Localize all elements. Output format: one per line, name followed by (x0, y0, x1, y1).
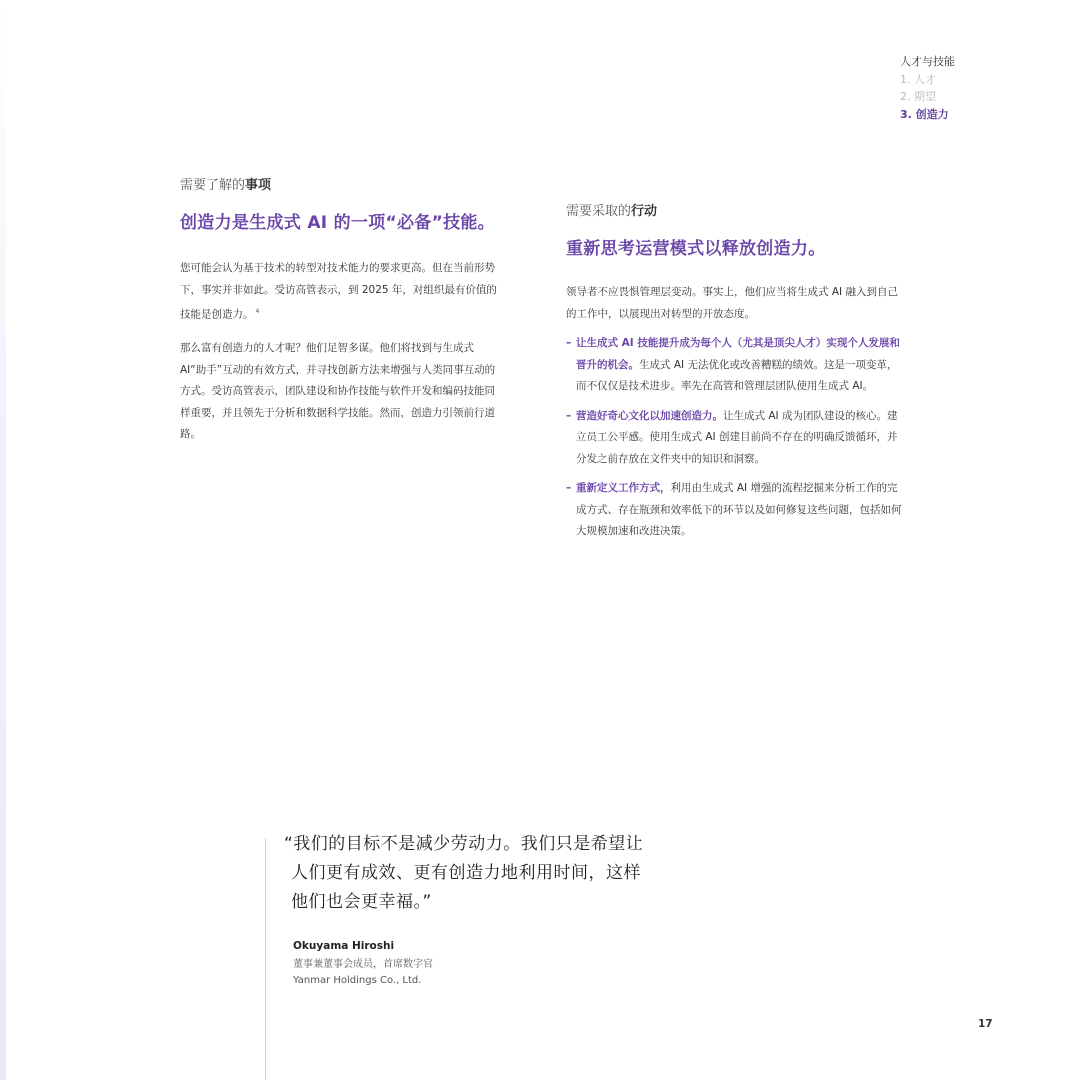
section-heading: 创造力是生成式 AI 的一项“必备”技能。 (180, 213, 495, 233)
action-item (566, 406, 906, 471)
toc-title[interactable]: 人才与技能 (900, 55, 955, 68)
paragraph: 那么富有创造力的人才呢？他们足智多谋。他们将找到与生成式 AI“助手”互动的有效方式，并寻找创新方法来增强与人类同事互动的方式。受访高管表示，团队建设和协作技能与软件开发和编码技能同样重要，并且领先于分析和数据科学技能。然而，创造力引领前行道路。 (180, 342, 496, 440)
what-to-know-section (180, 176, 500, 446)
dash-marker: – (566, 482, 572, 494)
toc-item-creativity[interactable]: 3. 创造力 (900, 107, 949, 121)
page-number: 17 (978, 1018, 993, 1030)
paragraph (180, 258, 500, 326)
paragraph-text: 您可能会认为基于技术的转型对技术能力的要求更高。但在当前形势下，事实并非如此。受访高管表示，到 2025 年，对组织最有价值的技能是创造力。 (180, 262, 497, 321)
toc-item-talent[interactable]: 1. 人才 (900, 72, 936, 86)
intro-paragraph: 领导者不应畏惧管理层变动。事实上，他们应当将生成式 AI 融入到自己的工作中，以展现出对转型的开放态度。 (566, 286, 898, 320)
quote-author: Okuyama Hiroshi (293, 940, 395, 952)
quote-author-company: Yanmar Holdings Co., Ltd. (293, 975, 422, 986)
section-label-prefix: 需要采取的 (566, 204, 632, 219)
section-label (180, 176, 500, 196)
section-heading: 重新思考运营模式以释放创造力。 (566, 239, 826, 259)
section-navigation (900, 53, 1050, 123)
action-item-text: 利用由生成式 AI 增强的流程挖掘来分析工作的完成方式、存在瓶颈和效率低下的环节以及如何修复这些问题，包括如何大规模加速和改进决策。 (576, 482, 902, 537)
action-item-lead: 营造好奇心文化以加速创造力。 (576, 409, 723, 422)
action-item (566, 333, 906, 398)
action-list (566, 333, 906, 543)
action-item-lead: 让生成式 AI 技能提升成为每个人（尤其是顶尖人才）实现个人发展和晋升的机会。 (576, 337, 900, 371)
quote-line: 人们更有成效、更有创造力地利用时间，这样 (291, 863, 641, 883)
section-label (566, 202, 906, 222)
section-label-bold: 行动 (631, 204, 658, 219)
pull-quote (284, 830, 664, 989)
action-item-text: 生成式 AI 无法优化或改善糟糕的绩效。这是一项变革，而不仅仅是技术进步。率先在高管和管理层团队使用生成式 AI。 (576, 358, 898, 392)
action-item-lead: 重新定义工作方式， (576, 482, 671, 494)
section-label-bold: 事项 (245, 178, 272, 193)
quote-author-role: 董事兼董事会成员，首席数字官 (293, 959, 433, 970)
dash-marker: – (566, 337, 572, 349)
section-label-prefix: 需要了解的 (180, 178, 246, 193)
quote-line: “我们的目标不是减少劳动力。我们只是希望让 (284, 834, 644, 854)
quote-divider-line (265, 838, 266, 1080)
dash-marker: – (566, 409, 572, 422)
what-to-do-section (566, 202, 906, 543)
footnote-marker[interactable]: 4 (255, 308, 260, 315)
toc-item-expectations[interactable]: 2. 期望 (900, 90, 936, 103)
page-edge-shadow (0, 0, 6, 1080)
action-item (566, 478, 906, 543)
action-item-text: 让生成式 AI 成为团队建设的核心。建立员工公平感。使用生成式 AI 创建目前尚不存在的明确反馈循环，并分发之前存放在文件夹中的知识和洞察。 (576, 409, 898, 465)
quote-text (284, 830, 664, 917)
quote-line: 他们也会更幸福。” (291, 892, 432, 912)
